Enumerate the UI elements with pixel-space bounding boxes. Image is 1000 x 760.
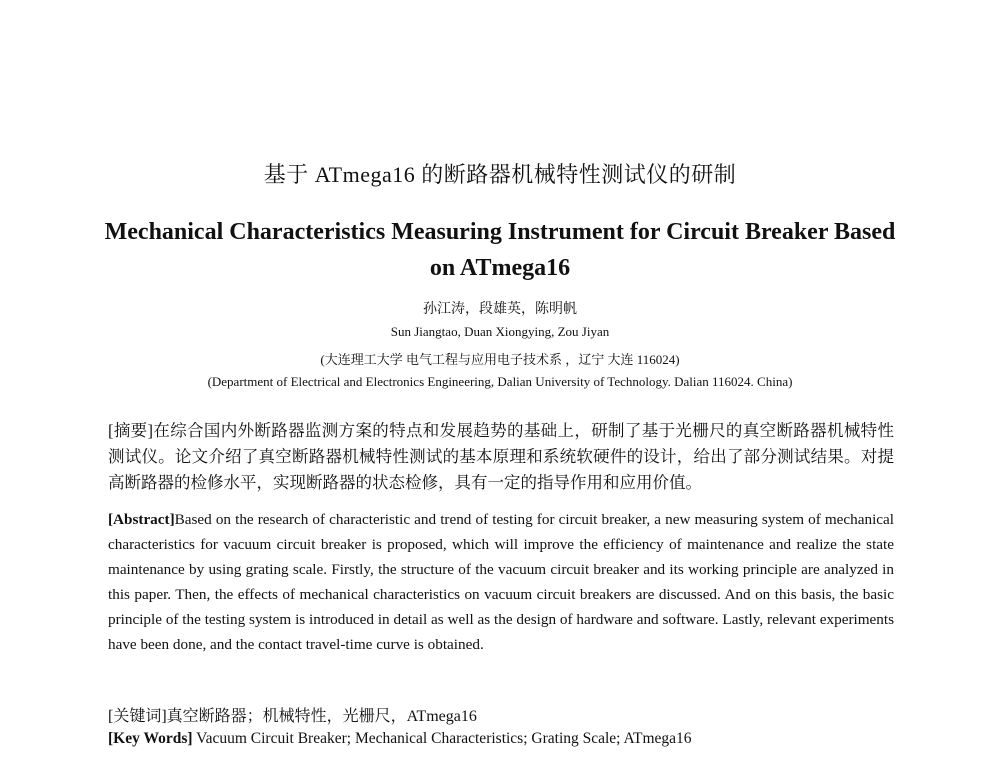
keywords-chinese (108, 703, 894, 726)
keywords-english-label: [Key Words] (108, 730, 193, 747)
abstract-chinese (108, 418, 894, 496)
affiliation-chinese: (大连理工大学 电气工程与应用电子技术系 ，辽宁 大连 116024) (320, 352, 680, 367)
keywords-chinese-text: 真空断路器；机械特性，光栅尺，ATmega16 (166, 708, 477, 725)
title-english: Mechanical Characteristics Measuring Instrument for Circuit Breaker Based on ATmega16 (104, 219, 896, 281)
authors-english: Sun Jiangtao, Duan Xiongying, Zou Jiyan (390, 324, 610, 339)
abstract-english (108, 507, 894, 657)
abstract-chinese-text: 在综合国内外断路器监测方案的特点和发展趋势的基础上，研制了基于光栅尺的真空断路器机械特性测试仪。论文介绍了真空断路器机械特性测试的基本原理和系统软硬件的设计，给出了部分测试结果。对提高断路器的检修水平，实现断路器的状态检修，具有一定的指导作用和应用价值。 (108, 421, 894, 492)
authors-chinese: 孙江涛，段雄英，陈明帆 (423, 302, 577, 317)
title-chinese: 基于 ATmega16 的断路器机械特性测试仪的研制 (263, 162, 737, 187)
abstract-english-text: Based on the research of characteristic and trend of testing for circuit breaker, a new measuring system of mechanical characteristics for vacuum circuit breaker is proposed, which will improve the efficiency of maintenance and realize the state maintenance by using grating scale. Firstly, the structure of the vacuum circuit breaker and its working principle are analyzed in this paper. Then, the effects of mechanical characteristics on vacuum circuit breakers are discussed. And on this basis, the basic principle of the testing system is introduced in detail as well as the design of hardware and software. Lastly, relevant experiments have been done, and the contact travel-time curve is obtained. (108, 511, 894, 653)
keywords-chinese-label: [关键词] (108, 708, 167, 725)
keywords-english (108, 730, 894, 748)
abstract-english-label: [Abstract] (108, 511, 175, 528)
keywords-english-text: Vacuum Circuit Breaker; Mechanical Characteristics; Grating Scale; ATmega16 (192, 730, 692, 747)
affiliation-english: (Department of Electrical and Electronics Engineering, Dalian University of Technology. Dalian 116024. China) (207, 374, 793, 389)
abstract-chinese-label: [摘要] (108, 421, 154, 440)
